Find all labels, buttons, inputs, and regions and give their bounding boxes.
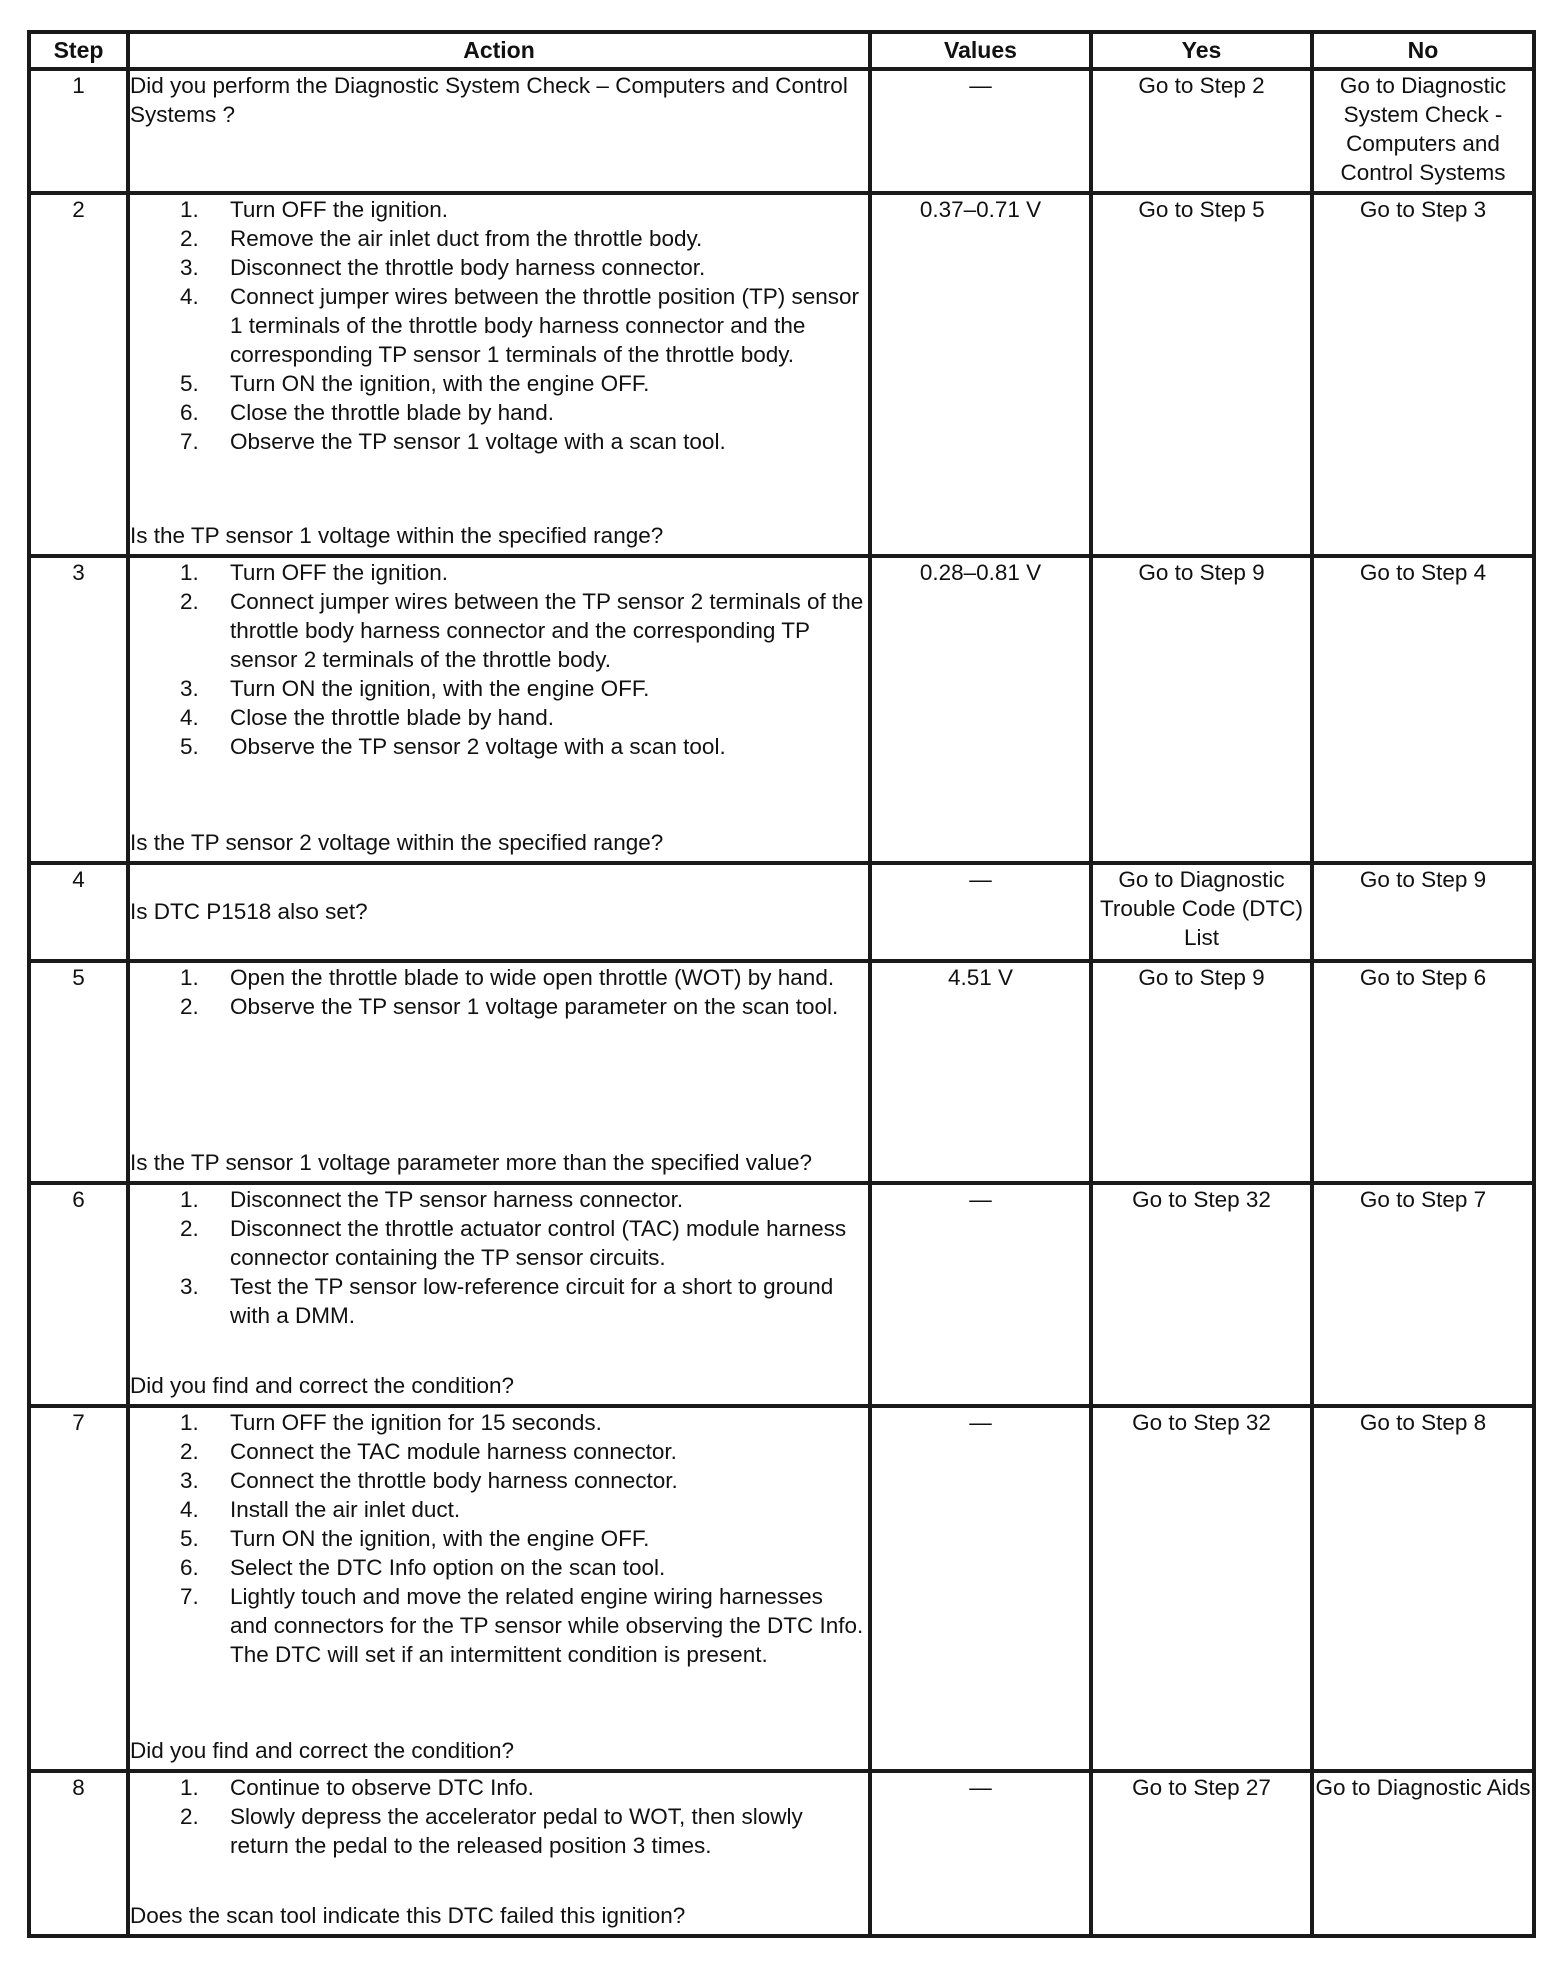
procedure-step-number: 7. [180,429,199,454]
procedure-step-number: 3. [180,676,199,701]
procedure-list [130,195,868,456]
table-row [29,193,1534,556]
action-question: Does the scan tool indicate this DTC failed this ignition? [130,1903,686,1928]
yes-cell: Go to Step 2 [1091,69,1312,193]
procedure-step [130,558,868,587]
procedure-step-number: 2. [180,1804,199,1829]
yes-cell: Go to Step 5 [1091,193,1312,556]
no-cell: Go to Step 4 [1312,556,1534,863]
procedure-step-text: Select the DTC Info option on the scan tool. [230,1555,666,1580]
procedure-list [130,963,868,1021]
procedure-step [130,1582,868,1669]
no-cell: Go to Step 7 [1312,1183,1534,1406]
procedure-step-text: Lightly touch and move the related engine wiring harnesses and connectors for the TP sensor while observing the DTC Info. The DTC will set if an intermittent condition is present. [230,1584,864,1667]
procedure-step-number: 2. [180,589,199,614]
procedure-step-text: Observe the TP sensor 1 voltage with a scan tool. [230,429,726,454]
step-number: 5 [29,961,128,1183]
procedure-step-text: Disconnect the throttle actuator control (TAC) module harness connector containing the TP sensor circuits. [230,1216,847,1270]
action-question: Did you perform the Diagnostic System Check – Computers and Control Systems ? [130,73,848,127]
yes-cell: Go to Step 32 [1091,1183,1312,1406]
procedure-step-number: 2. [180,226,199,251]
procedure-step-text: Observe the TP sensor 2 voltage with a scan tool. [230,734,726,759]
procedure-step-text: Disconnect the throttle body harness connector. [230,255,706,280]
procedure-step-text: Turn OFF the ignition for 15 seconds. [230,1410,602,1435]
value-cell: — [870,1771,1091,1936]
procedure-step-text: Test the TP sensor low-reference circuit for a short to ground with a DMM. [230,1274,834,1328]
procedure-step-text: Turn OFF the ignition. [230,197,449,222]
procedure-step [130,1802,868,1860]
no-cell: Go to Step 6 [1312,961,1534,1183]
procedure-step-number: 1. [180,1410,199,1435]
yes-cell: Go to Step 9 [1091,556,1312,863]
procedure-step-text: Turn ON the ignition, with the engine OFF. [230,371,650,396]
table-row [29,1771,1534,1936]
action-cell [128,69,870,193]
yes-cell: Go to Step 9 [1091,961,1312,1183]
action-cell [128,1771,870,1936]
step-number: 2 [29,193,128,556]
procedure-step [130,1408,868,1437]
action-question: Did you find and correct the condition? [130,1738,514,1763]
step-number: 1 [29,69,128,193]
step-number: 8 [29,1771,128,1936]
procedure-step [130,992,868,1021]
header-values: Values [870,32,1091,69]
no-cell: Go to Step 3 [1312,193,1534,556]
procedure-step [130,1214,868,1272]
procedure-step [130,282,868,369]
no-cell: Go to Step 8 [1312,1406,1534,1771]
procedure-step-number: 4. [180,284,199,309]
action-question: Is DTC P1518 also set? [130,898,368,924]
table-row [29,1406,1534,1771]
procedure-step-text: Turn OFF the ignition. [230,560,449,585]
procedure-step [130,369,868,398]
action-cell [128,1183,870,1406]
procedure-step [130,398,868,427]
header-row [29,32,1534,69]
table-row [29,863,1534,961]
diagnostic-table [27,30,1536,1938]
step-number: 6 [29,1183,128,1406]
procedure-step [130,1495,868,1524]
header-step: Step [29,32,128,69]
step-number: 4 [29,863,128,961]
action-question: Is the TP sensor 1 voltage within the specified range? [130,523,664,548]
procedure-step-number: 6. [180,400,199,425]
value-cell: — [870,69,1091,193]
procedure-step [130,1185,868,1214]
action-cell [128,556,870,863]
procedure-step-text: Open the throttle blade to wide open throttle (WOT) by hand. [230,965,835,990]
action-question: Is the TP sensor 2 voltage within the specified range? [130,830,664,855]
procedure-list [130,1185,868,1330]
procedure-step-number: 1. [180,965,199,990]
procedure-step-text: Slowly depress the accelerator pedal to WOT, then slowly return the pedal to the released position 3 times. [230,1804,803,1858]
procedure-step-number: 1. [180,197,199,222]
yes-cell: Go to Step 32 [1091,1406,1312,1771]
procedure-step [130,1773,868,1802]
table-row [29,1183,1534,1406]
procedure-step [130,427,868,456]
procedure-step [130,674,868,703]
header-action: Action [128,32,870,69]
procedure-step-number: 5. [180,1526,199,1551]
procedure-step-text: Turn ON the ignition, with the engine OFF. [230,1526,650,1551]
procedure-step [130,253,868,282]
procedure-step [130,1272,868,1330]
value-cell: — [870,1406,1091,1771]
procedure-step [130,1437,868,1466]
procedure-step-text: Close the throttle blade by hand. [230,400,554,425]
procedure-step-number: 5. [180,734,199,759]
procedure-step [130,1466,868,1495]
value-cell: 0.37–0.71 V [870,193,1091,556]
procedure-list [130,1773,868,1860]
procedure-step [130,224,868,253]
procedure-step-text: Disconnect the TP sensor harness connector. [230,1187,684,1212]
no-cell: Go to Step 9 [1312,863,1534,961]
value-cell: — [870,863,1091,961]
procedure-step-number: 2. [180,1216,199,1241]
procedure-list [130,1408,868,1669]
procedure-step [130,587,868,674]
procedure-step-number: 5. [180,371,199,396]
table-row [29,69,1534,193]
action-cell [128,961,870,1183]
header-yes: Yes [1091,32,1312,69]
procedure-step [130,1524,868,1553]
table-row [29,556,1534,863]
procedure-step-number: 3. [180,255,199,280]
step-number: 3 [29,556,128,863]
procedure-step-number: 7. [180,1584,199,1609]
procedure-step-number: 1. [180,560,199,585]
action-cell [128,193,870,556]
procedure-step-number: 3. [180,1274,199,1299]
procedure-step [130,732,868,761]
no-cell: Go to Diagnostic Aids [1312,1771,1534,1936]
action-question: Did you find and correct the condition? [130,1373,514,1398]
procedure-step-text: Turn ON the ignition, with the engine OFF. [230,676,650,701]
procedure-step-text: Connect jumper wires between the TP sensor 2 terminals of the throttle body harness connector and the corresponding TP sensor 2 terminals of the throttle body. [230,589,864,672]
procedure-step-number: 3. [180,1468,199,1493]
header-no: No [1312,32,1534,69]
procedure-step-text: Connect the TAC module harness connector. [230,1439,677,1464]
procedure-step-number: 6. [180,1555,199,1580]
procedure-step-text: Remove the air inlet duct from the throttle body. [230,226,703,251]
procedure-step-number: 2. [180,994,199,1019]
procedure-step-number: 2. [180,1439,199,1464]
action-cell [128,1406,870,1771]
procedure-list [130,558,868,761]
procedure-step-number: 1. [180,1775,199,1800]
procedure-step-text: Continue to observe DTC Info. [230,1775,534,1800]
procedure-step [130,195,868,224]
yes-cell: Go to Diagnostic Trouble Code (DTC) List [1091,863,1312,961]
procedure-step-text: Connect the throttle body harness connector. [230,1468,678,1493]
procedure-step-text: Install the air inlet duct. [230,1497,461,1522]
value-cell: 4.51 V [870,961,1091,1183]
step-number: 7 [29,1406,128,1771]
procedure-step-text: Observe the TP sensor 1 voltage parameter on the scan tool. [230,994,839,1019]
procedure-step-text: Connect jumper wires between the throttle position (TP) sensor 1 terminals of the throttle body harness connector and the corresponding TP sensor 1 terminals of the throttle body. [230,284,860,367]
procedure-step-number: 4. [180,705,199,730]
action-question: Is the TP sensor 1 voltage parameter more than the specified value? [130,1150,813,1175]
no-cell: Go to Diagnostic System Check - Computers and Control Systems [1312,69,1534,193]
yes-cell: Go to Step 27 [1091,1771,1312,1936]
procedure-step [130,1553,868,1582]
procedure-step-text: Close the throttle blade by hand. [230,705,554,730]
table-row [29,961,1534,1183]
procedure-step-number: 4. [180,1497,199,1522]
procedure-step [130,963,868,992]
value-cell: — [870,1183,1091,1406]
value-cell: 0.28–0.81 V [870,556,1091,863]
action-cell [128,863,870,961]
procedure-step [130,703,868,732]
procedure-step-number: 1. [180,1187,199,1212]
